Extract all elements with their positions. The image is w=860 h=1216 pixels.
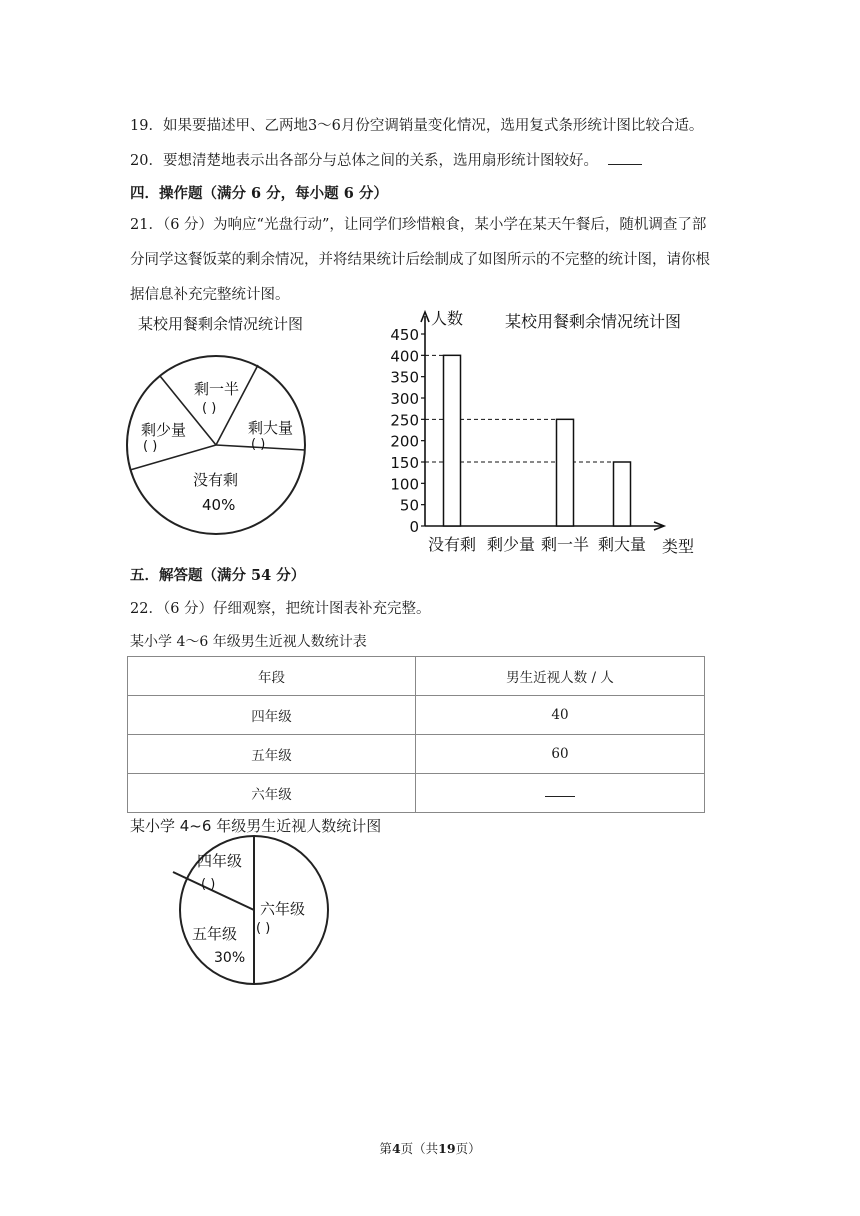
table-cell-grade: 六年级 [128,774,416,813]
pie2-label-grade5: 五年级 [192,925,238,943]
x-tick-label: 剩一半 [540,535,590,554]
section-5-heading: 五．解答题（满分 54 分） [130,567,306,584]
answer-blank [608,152,642,165]
footer-total-pages: 19 [438,1141,456,1156]
table-cell-count: 40 [416,696,705,735]
pie1-blank-half: ( ) [202,401,217,416]
pie1-blank-large: ( ) [251,437,266,452]
pie1-title: 某校用餐剩余情况统计图 [138,315,304,333]
pie2-title: 某小学 4~6 年级男生近视人数统计图 [130,817,382,835]
bar-chart-y-ticks [390,326,425,536]
table-row [128,696,705,735]
y-tick-label: 250 [390,411,419,430]
bar [557,419,574,526]
pie1-label-half: 剩一半 [194,380,240,398]
footer-post: 页） [455,1141,481,1156]
y-tick-label: 100 [390,475,419,494]
x-axis-label: 类型 [662,537,695,556]
bar [444,355,461,526]
y-tick-label: 150 [390,454,419,472]
table-row [128,774,705,813]
y-tick-label: 350 [390,368,419,387]
pie1-blank-little: ( ) [143,439,158,454]
table-row [128,735,705,774]
y-tick-label: 200 [390,432,419,451]
question-20 [130,149,642,170]
question-19: 19．如果要描述甲、乙两地3～6月份空调销量变化情况，选用复式条形统计图比较合适。 [130,118,704,134]
statistics-table [127,656,705,813]
page-footer [0,1139,860,1157]
answer-blank [545,786,575,797]
footer-pre: 第 [379,1141,392,1156]
table-cell-grade: 五年级 [128,735,416,774]
question-22: 22．（6 分）仔细观察，把统计图表补充完整。 [130,601,431,617]
x-tick-label: 剩大量 [597,535,647,554]
pie1-chart [120,340,320,540]
x-tick-label: 没有剩 [427,535,477,554]
y-tick-label: 400 [390,347,419,366]
y-tick-label: 300 [390,390,419,408]
section-4-heading: 四．操作题（满分 6 分，每小题 6 分） [130,185,388,202]
pie2-label-grade6: 六年级 [260,900,306,918]
pie2-value-grade5: 30% [214,950,246,966]
pie2-blank-grade4: ( ) [201,877,216,892]
y-axis-label: 人数 [431,309,464,328]
bar-chart-x-labels [428,535,646,554]
y-tick-label: 450 [390,326,419,344]
y-tick-label: 0 [409,518,419,536]
pie1-label-none: 没有剩 [193,471,239,489]
bar [614,462,631,526]
question-21-line-2: 分同学这餐饭菜的剩余情况，并将结果统计后绘制成了如图所示的不完整的统计图，请你根 [130,252,710,268]
pie2-chart [168,834,348,990]
pie1-label-little: 剩少量 [141,421,187,439]
bar-chart [372,304,712,560]
pie1-value-none: 40% [202,496,236,514]
question-21 [130,208,730,313]
footer-mid: 页（共 [400,1141,439,1156]
y-tick-label: 50 [399,496,419,515]
question-21-line-1: 21．（6 分）为响应“光盘行动”，让同学们珍惜粮食，某小学在某天午餐后，随机调查了部 [130,217,707,233]
table-header-row [128,657,705,696]
pie1-label-large: 剩大量 [248,419,294,437]
footer-page-number: 4 [391,1141,401,1156]
question-21-line-3: 据信息补充完整统计图。 [130,287,290,303]
pie2-label-grade4: 四年级 [197,852,243,870]
table-header-grade: 年段 [128,657,416,696]
table-cell-count: 60 [416,735,705,774]
table-cell-count [416,774,705,813]
table-header-count: 男生近视人数 / 人 [416,657,705,696]
table-title: 某小学 4～6 年级男生近视人数统计表 [130,634,367,650]
pie2-blank-grade6: ( ) [256,921,271,936]
x-tick-label: 剩少量 [486,535,536,554]
table-cell-grade: 四年级 [128,696,416,735]
question-20-text: 20．要想清楚地表示出各部分与总体之间的关系，选用扇形统计图较好。 [130,153,598,169]
chart-title: 某校用餐剩余情况统计图 [505,312,682,331]
bar-chart-bars [444,355,631,526]
